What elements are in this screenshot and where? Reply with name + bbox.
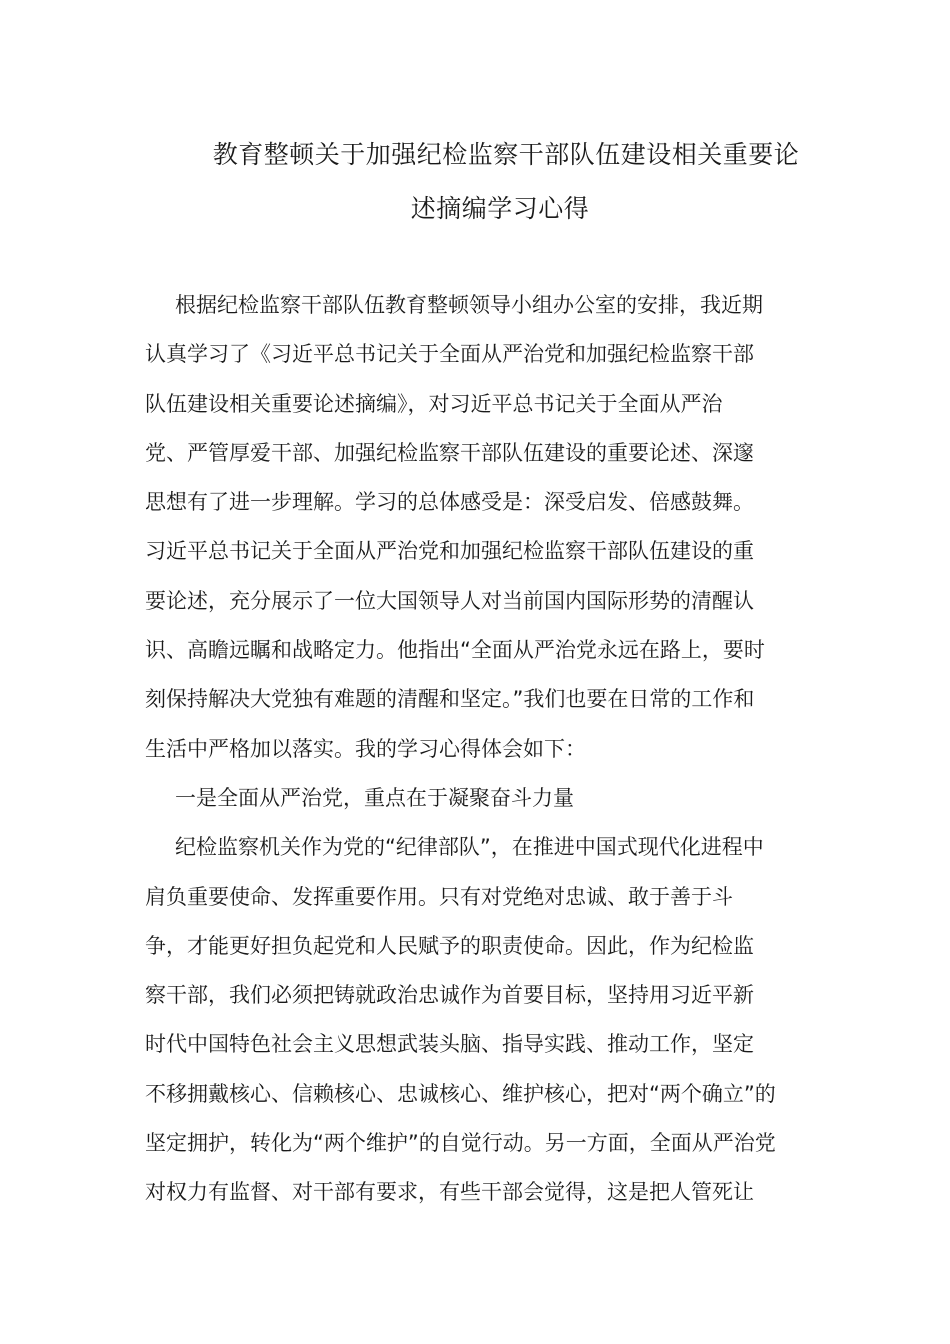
- title-line-1: 教育整顿关于加强纪检监察干部队伍建设相关重要论: [212, 140, 800, 169]
- body-line: 纪检监察机关作为党的“纪律部队”，在推进中国式现代化进程中: [175, 835, 764, 860]
- body-line: 不移拥戴核心、信赖核心、忠诚核心、维护核心，把对“两个确立”的: [145, 1081, 776, 1106]
- document-body: [145, 281, 811, 1218]
- body-line: 对权力有监督、对干部有要求，有些干部会觉得，这是把人管死让: [145, 1180, 754, 1205]
- title-line-2: 述摘编学习心得: [410, 194, 590, 223]
- body-line: 察干部，我们必须把铸就政治忠诚作为首要目标，坚持用习近平新: [145, 983, 754, 1008]
- body-line: 根据纪检监察干部队伍教育整顿领导小组办公室的安排，我近期: [175, 293, 763, 317]
- body-line: 坚定拥护，转化为“两个维护”的自觉行动。另一方面，全面从严治党: [145, 1131, 776, 1156]
- body-line: 要论述，充分展示了一位大国领导人对当前国内国际形势的清醒认: [145, 588, 754, 613]
- document-title: [140, 128, 860, 236]
- section-heading: 一是全面从严治党，重点在于凝聚奋斗力量: [175, 785, 574, 810]
- body-line: 生活中严格加以落实。我的学习心得体会如下：: [145, 736, 586, 761]
- body-line: 识、高瞻远瞩和战略定力。他指出“全面从严治党永远在路上，要时: [145, 638, 765, 663]
- body-line: 队伍建设相关重要论述摘编》，对习近平总书记关于全面从严治: [145, 391, 723, 416]
- body-line: 时代中国特色社会主义思想武装头脑、指导实践、推动工作，坚定: [145, 1032, 754, 1057]
- body-line: 刻保持解决大党独有难题的清醒和坚定。”我们也要在日常的工作和: [145, 687, 755, 712]
- body-line: 争，才能更好担负起党和人民赋予的职责使命。因此，作为纪检监: [145, 933, 754, 958]
- body-line: 习近平总书记关于全面从严治党和加强纪检监察干部队伍建设的重: [145, 539, 754, 564]
- body-line: 认真学习了《习近平总书记关于全面从严治党和加强纪检监察干部: [145, 342, 754, 367]
- body-line: 党、严管厚爱干部、加强纪检监察干部队伍建设的重要论述、深邃: [145, 440, 754, 465]
- body-line: 肩负重要使命、发挥重要作用。只有对党绝对忠诚、敢于善于斗: [145, 884, 733, 909]
- body-line: 思想有了进一步理解。学习的总体感受是：深受启发、倍感鼓舞。: [145, 490, 754, 515]
